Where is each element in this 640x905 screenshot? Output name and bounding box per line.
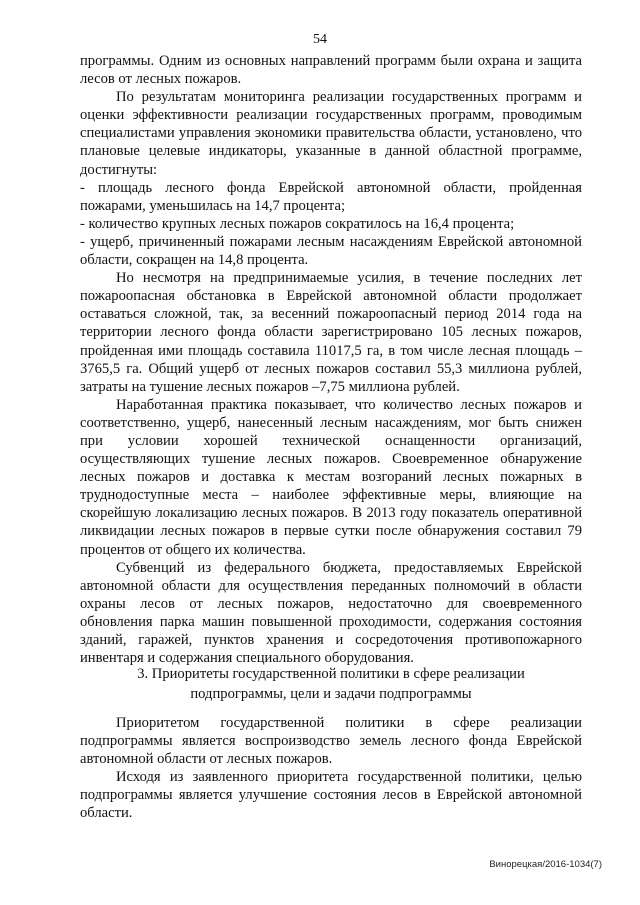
page-number: 54 (313, 32, 327, 47)
section-heading (80, 664, 582, 704)
paragraph: Наработанная практика показывает, что количество лесных пожаров и соответственно, ущерб, нанесенный лесным насаждениям, мог быть снижен при условии хорошей технической оснащенности организаций, осуществляющих тушение лесных пожаров. Своевременное обнаружение лесных пожаров и доставка к местам возгораний лесных пожарных в труднодоступные места – наиболее эффективные меры, влияющие на скорейшую локализацию лесных пожаров. В 2013 году показатель оперативной ликвидации лесных пожаров в первые сутки после обнаружения составил 79 процентов от общего их количества. (80, 396, 582, 558)
paragraph: Но несмотря на предпринимаемые усилия, в течение последних лет пожароопасная обстановка в Еврейской автономной области продолжает оставаться сложной, так, за весенний пожароопасный период 2014 года на территории лесного фонда области зарегистрировано 105 лесных пожаров, пройденная ими площадь составила 11017,5 га, в том числе лесная площадь – 3765,5 га. Общий ущерб от лесных пожаров составил 55,3 миллиона рублей, затраты на тушение лесных пожаров –7,75 миллиона рублей. (80, 270, 582, 395)
document-footer-code: Винорецкая/2016-1034(7) (489, 859, 602, 870)
document-body (80, 52, 582, 667)
section-heading-line: подпрограммы, цели и задачи подпрограммы (190, 686, 472, 702)
section-body (80, 714, 582, 823)
paragraph: программы. Одним из основных направлений программ были охрана и защита лесов от лесных пожаров. (80, 53, 582, 88)
list-item: - количество крупных лесных пожаров сократилось на 16,4 процента; (80, 215, 515, 232)
paragraph: По результатам мониторинга реализации государственных программ и оценки эффективности реализации государственных программ, проводимым специалистами управления экономики правительства области, установлено, что плановые целевые индикаторы, указанные в данной областной программе, достигнуты: (80, 89, 582, 178)
paragraph: Приоритетом государственной политики в сфере реализации подпрограммы является воспроизводство земель лесного фонда Еврейской автономной области от лесных пожаров. (80, 715, 582, 768)
paragraph: Исходя из заявленного приоритета государственной политики, целью подпрограммы является улучшение состояния лесов в Еврейской автономной области. (80, 769, 582, 822)
list-item: - ущерб, причиненный пожарами лесным насаждениям Еврейской автономной области, сокращен на 14,8 процента. (80, 233, 582, 269)
paragraph: Субвенций из федерального бюджета, предоставляемых Еврейской автономной области для осуществления переданных полномочий в области охраны лесов от лесных пожаров, недостаточно для своевременного обновления парка машин повышенной проходимости, содержания состояния зданий, гаражей, пунктов хранения и сосредоточения противопожарного инвентаря и содержания специального оборудования. (80, 559, 582, 667)
list-item: - площадь лесного фонда Еврейской автономной области, пройденная пожарами, уменьшилась на 14,7 процента; (80, 179, 582, 214)
section-heading-line: 3. Приоритеты государственной политики в сфере реализации (137, 666, 525, 682)
